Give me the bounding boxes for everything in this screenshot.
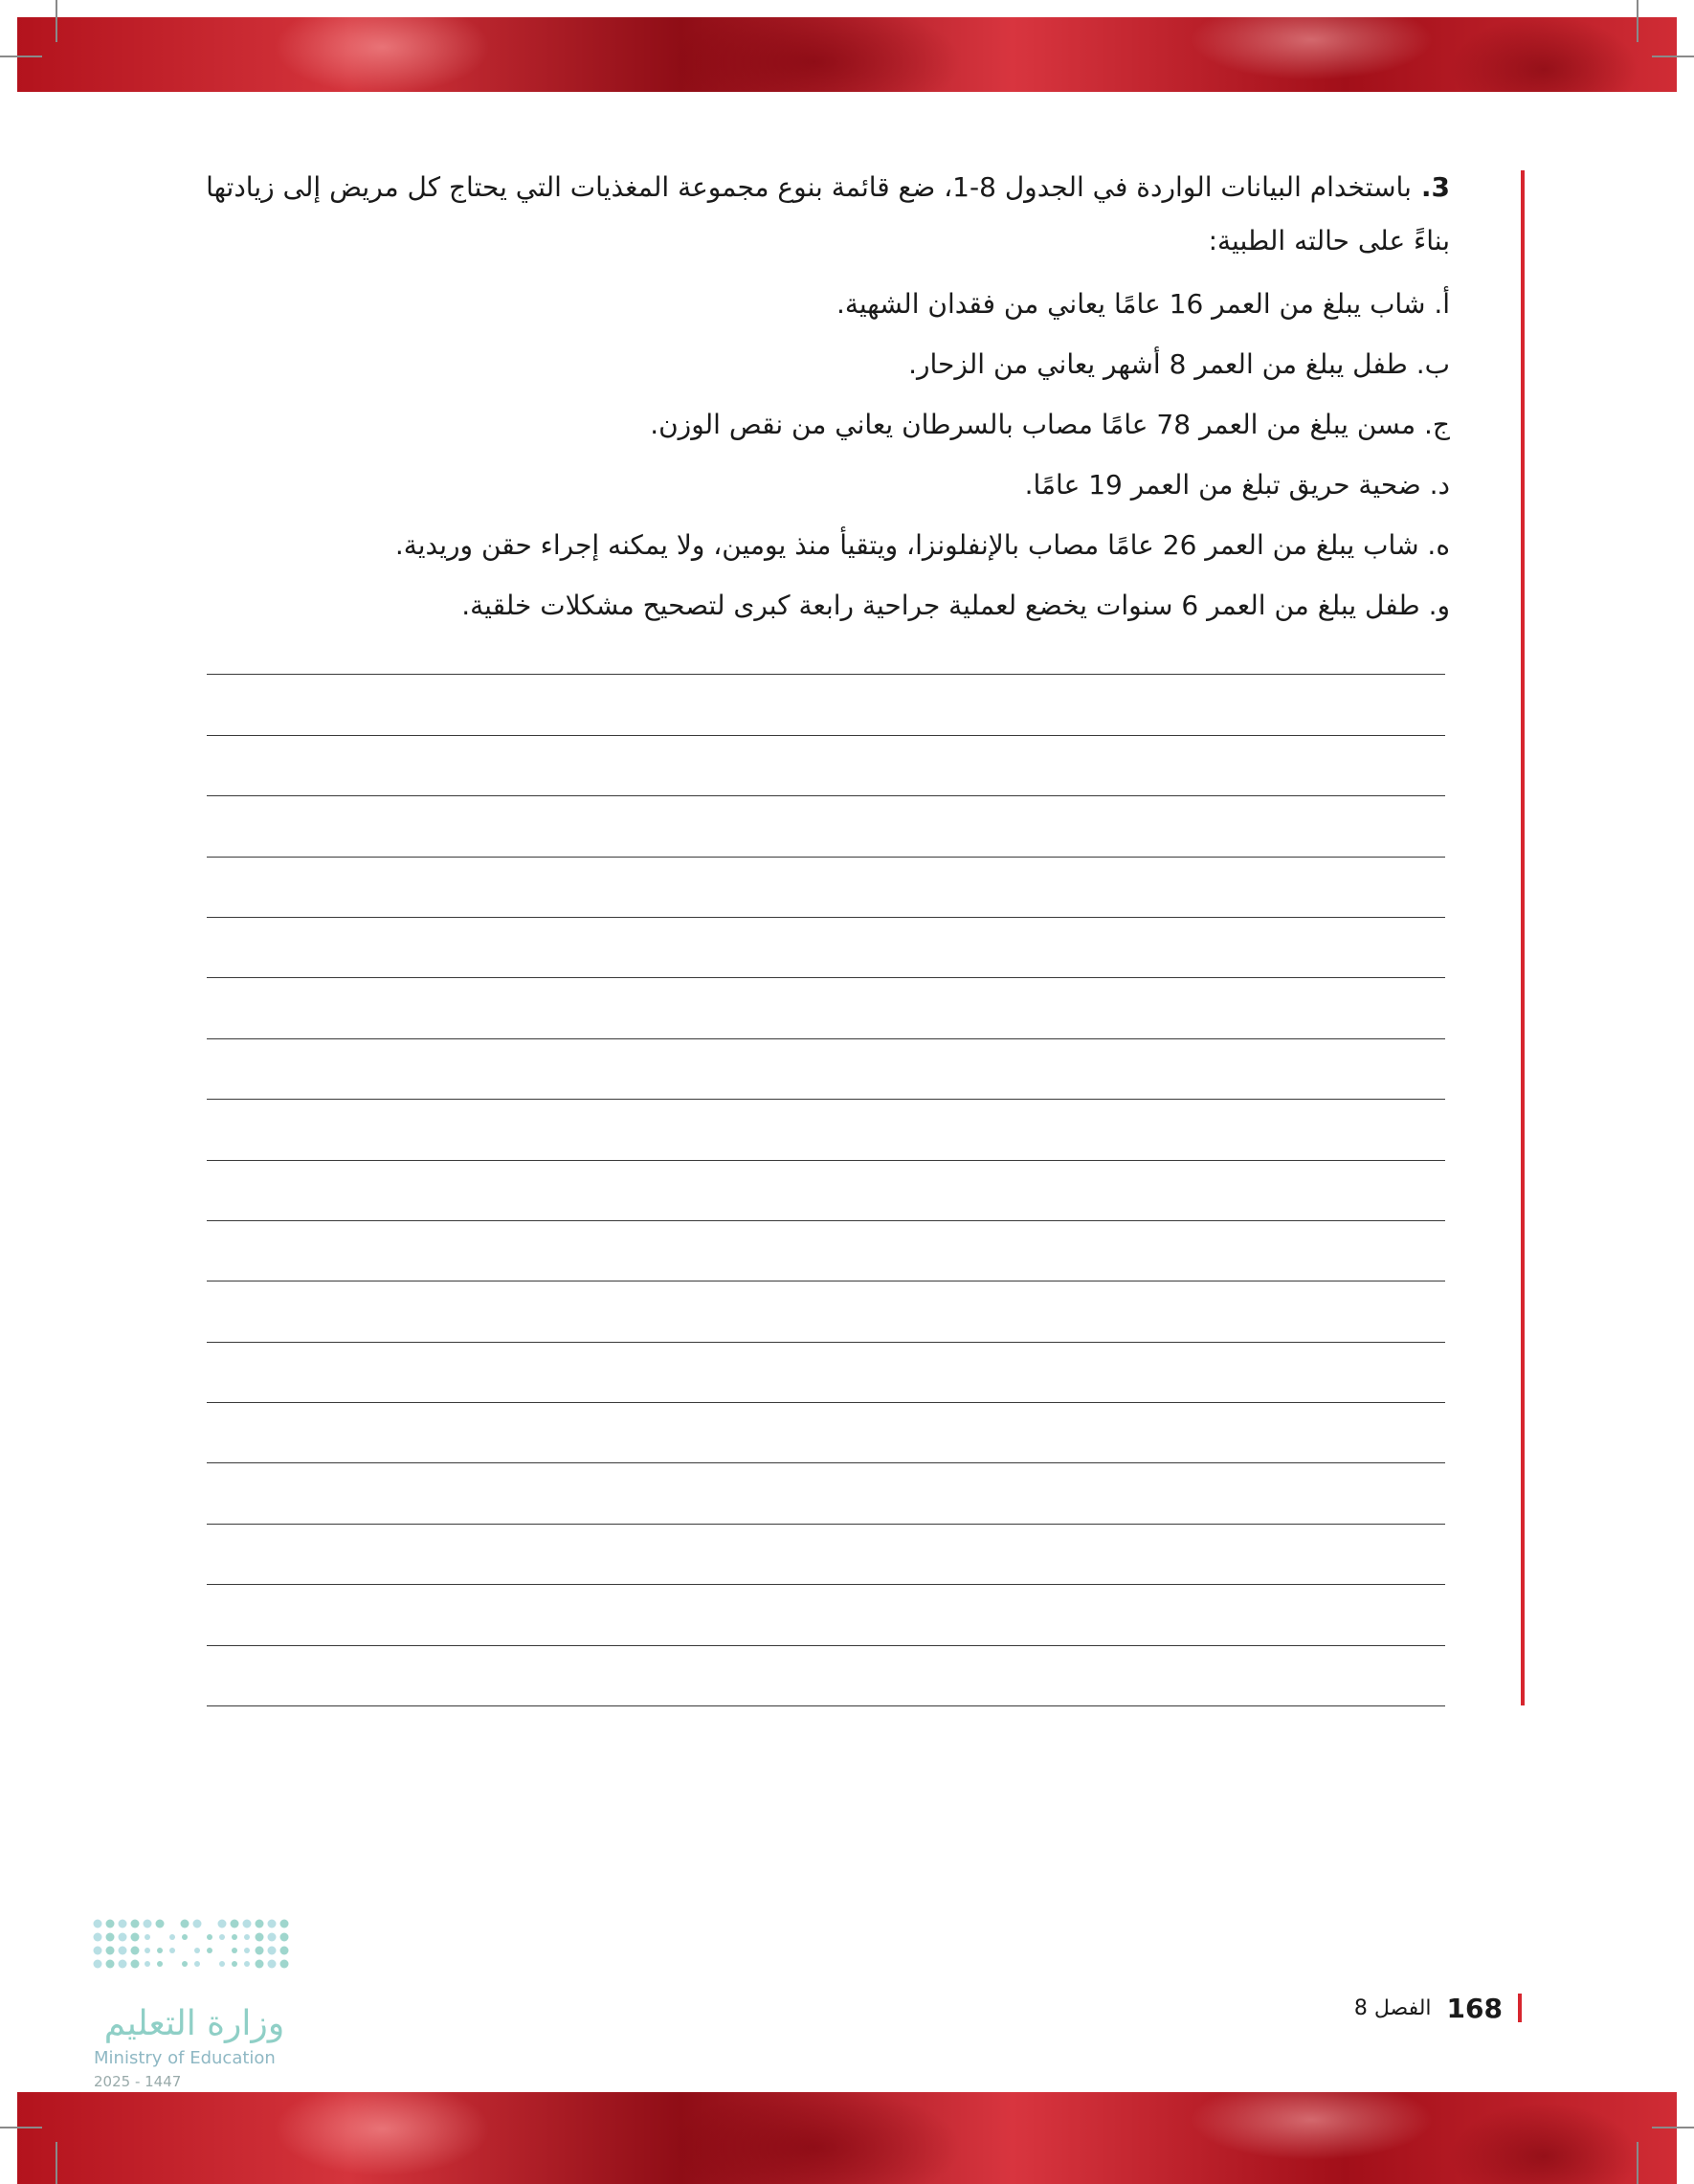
chapter-label: الفصل 8 (1353, 1995, 1432, 2020)
case-item-d: د. ضحية حريق تبلغ من العمر 19 عامًا. (1024, 469, 1450, 501)
answer-line (207, 1161, 1445, 1221)
question-block (196, 161, 1450, 635)
crop-mark (56, 2142, 57, 2184)
crop-mark (1637, 0, 1638, 42)
answer-line (207, 1343, 1445, 1403)
footer-banner (17, 2092, 1677, 2184)
ministry-logo (92, 1916, 322, 2098)
case-item-f: و. طفل يبلغ من العمر 6 سنوات يخضع لعملية جراحية رابعة كبرى لتصحيح مشكلات خلقية. (461, 590, 1450, 621)
header-banner (17, 17, 1677, 92)
page-footer (1311, 1987, 1522, 2029)
crop-mark (0, 56, 42, 57)
answer-line (207, 675, 1445, 735)
footer-accent-bar (1518, 1994, 1522, 2022)
answer-line (207, 918, 1445, 978)
answer-line (207, 1585, 1445, 1645)
answer-line (207, 796, 1445, 857)
margin-rule (1521, 170, 1525, 1705)
crop-mark (56, 0, 57, 42)
answer-line (207, 614, 1445, 675)
question-text-line (196, 161, 1450, 268)
page-number: 168 (1446, 1992, 1503, 2024)
logo-dots-icon (92, 1916, 302, 2002)
answer-line (207, 978, 1445, 1038)
answer-lines (207, 614, 1445, 1706)
case-list (196, 274, 1450, 635)
answer-line (207, 1646, 1445, 1706)
answer-line (207, 736, 1445, 796)
logo-year-text: 2025 - 1447 (94, 2073, 182, 2090)
answer-line (207, 1463, 1445, 1524)
crop-mark (1637, 2142, 1638, 2184)
answer-line (207, 1403, 1445, 1463)
question-text: باستخدام البيانات الواردة في الجدول 8-1، ضع قائمة بنوع مجموعة المغذيات التي يحتاج كل مريض إلى زيادتها بناءً على حالته الطبية: (206, 171, 1450, 256)
answer-line (207, 858, 1445, 918)
answer-line (207, 1221, 1445, 1281)
logo-arabic-text: وزارة التعليم (103, 2004, 285, 2043)
question-number: 3. (1420, 171, 1450, 203)
case-item-c: ج. مسن يبلغ من العمر 78 عامًا مصاب بالسرطان يعاني من نقص الوزن. (650, 409, 1450, 440)
case-item-b: ب. طفل يبلغ من العمر 8 أشهر يعاني من الزحار. (908, 348, 1450, 380)
crop-mark (1652, 56, 1694, 57)
crop-mark (0, 2127, 42, 2128)
case-item-e: ه. شاب يبلغ من العمر 26 عامًا مصاب بالإنفلونزا، ويتقيأ منذ يومين، ولا يمكنه إجراء حقن وريدية. (394, 529, 1450, 561)
logo-english-text: Ministry of Education (94, 2048, 276, 2068)
answer-line (207, 1100, 1445, 1160)
case-item-a: أ. شاب يبلغ من العمر 16 عامًا يعاني من فقدان الشهية. (836, 288, 1450, 320)
crop-mark (1652, 2127, 1694, 2128)
answer-line (207, 1525, 1445, 1585)
answer-line (207, 1281, 1445, 1342)
answer-line (207, 1039, 1445, 1100)
